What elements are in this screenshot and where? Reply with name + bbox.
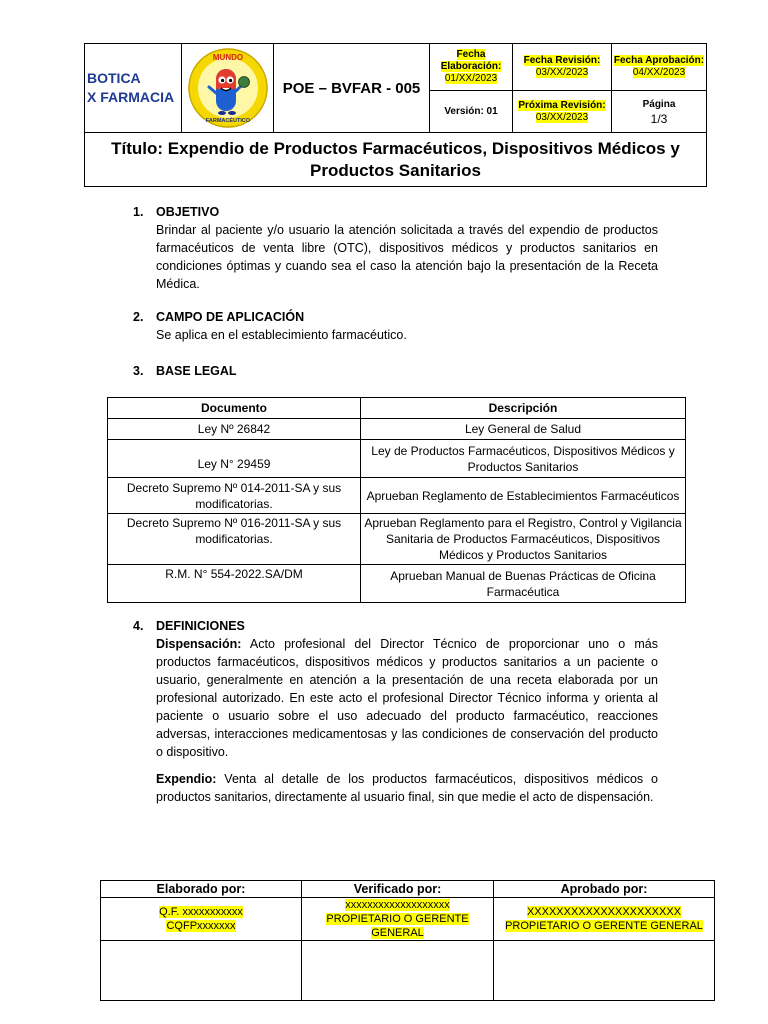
column-header-descripcion: Descripción [361, 398, 686, 419]
section-number: 1. [133, 205, 144, 219]
section-heading: OBJETIVO [156, 205, 220, 219]
title-line-1: Título: Expendio de Productos Farmacéuticos, Dispositivos Médicos y [111, 138, 680, 158]
verificado-signature-area [302, 941, 494, 1001]
company-name [85, 44, 182, 133]
document-header [84, 43, 707, 187]
version-label: Versión: 01 [444, 105, 498, 117]
descripcion-cell: Ley General de Salud [361, 419, 686, 440]
logo-cell [182, 44, 274, 133]
verificado-label: Verificado por: [302, 881, 494, 898]
proxima-revision-cell [513, 91, 612, 133]
section-number: 3. [133, 364, 144, 378]
aprobado-signature-area [494, 941, 715, 1001]
proxima-revision-label: Próxima Revisión: [518, 99, 606, 111]
fecha-revision-label: Fecha Revisión: [523, 55, 601, 66]
company-line-1: BOTICA [87, 70, 141, 86]
descripcion-cell: Aprueban Manual de Buenas Prácticas de Oficina Farmacéutica [361, 565, 686, 603]
table-row [108, 514, 686, 565]
descripcion-cell: Aprueban Reglamento de Establecimientos Farmacéuticos [361, 478, 686, 514]
section-text: Brindar al paciente y/o usuario la atención solicitada a través del expendio de productos farmacéuticos de venta libre (OTC), dispositivos médicos y productos sanitarios en condiciones óptimas y cuando sea el caso la atención bajo la presentación de la Receta Médica. [156, 223, 658, 291]
fecha-aprobacion-cell [612, 44, 707, 91]
verificado-name: xxxxxxxxxxxxxxxxxxx [345, 899, 450, 911]
mundo-farmaceutico-logo [187, 47, 269, 129]
company-line-2: X FARMACIA [87, 89, 175, 105]
verificado-role: PROPIETARIO O GERENTE GENERAL [326, 913, 469, 939]
aprobado-name: XXXXXXXXXXXXXXXXXXXXX [526, 906, 682, 918]
section-campo-aplicacion [133, 308, 658, 344]
documento-cell: Ley N° 29459 [108, 440, 361, 478]
elaborado-cell [101, 898, 302, 941]
definition-term: Expendio: [156, 772, 217, 786]
definition-text: Acto profesional del Director Técnico de proporcionar uno o más productos farmacéuticos, dispositivos médicos y productos sanitarios a un paciente o usuario, generalmente en atención a la presentación de una receta elaborada por un profesional autorizado. En este acto el profesional Director Técnico informa y orienta al paciente o usuario sobre el uso adecuado del producto farmacéutico, reacciones adversas, interacciones medicamentosas y las condiciones de conservación del producto o dispositivo. [156, 637, 658, 759]
definition-term: Dispensación: [156, 637, 242, 651]
elaborado-name: Q.F. xxxxxxxxxxx [159, 906, 243, 918]
section-heading: CAMPO DE APLICACIÓN [156, 310, 305, 324]
elaborado-signature-area [101, 941, 302, 1001]
logo-bottom-text: FARMACÉUTICO [205, 118, 250, 124]
aprobado-cell [494, 898, 715, 941]
signature-table [100, 880, 715, 1001]
document-code: POE – BVFAR - 005 [274, 44, 430, 133]
elaborado-id: CQFPxxxxxxx [166, 920, 236, 932]
fecha-revision-cell [513, 44, 612, 91]
table-row [108, 440, 686, 478]
proxima-revision-value: 03/XX/2023 [535, 111, 589, 123]
document-title [85, 133, 707, 187]
fecha-revision-value: 03/XX/2023 [535, 67, 589, 78]
section-text: Se aplica en el establecimiento farmacéutico. [156, 328, 407, 342]
definition-dispensacion [156, 635, 658, 761]
section-heading: BASE LEGAL [156, 364, 237, 378]
pagina-cell [612, 91, 707, 133]
documento-cell: Ley Nº 26842 [108, 419, 361, 440]
section-heading: DEFINICIONES [156, 619, 245, 633]
section-base-legal [133, 362, 658, 380]
verificado-cell [302, 898, 494, 941]
title-line-2: Productos Sanitarios [310, 160, 481, 180]
aprobado-label: Aprobado por: [494, 881, 715, 898]
pagina-value: 1/3 [650, 111, 668, 126]
base-legal-table [107, 397, 686, 603]
fecha-elaboracion-label: Fecha Elaboración: [440, 49, 502, 72]
section-number: 2. [133, 310, 144, 324]
documento-cell: Decreto Supremo Nº 016-2011-SA y sus modificatorias. [108, 514, 361, 565]
section-definiciones [133, 617, 658, 806]
section-objetivo [133, 203, 658, 293]
pagina-label: Página [642, 98, 676, 110]
definition-expendio [156, 770, 658, 806]
fecha-elaboracion-value: 01/XX/2023 [444, 73, 498, 84]
aprobado-role: PROPIETARIO O GERENTE GENERAL [505, 920, 703, 932]
table-row [108, 565, 686, 603]
descripcion-cell: Aprueban Reglamento para el Registro, Control y Vigilancia Sanitaria de Productos Farmacéuticos, Dispositivos Médicos y Productos Sanitarios [361, 514, 686, 565]
definition-text: Venta al detalle de los productos farmacéuticos, dispositivos médicos o productos sanitarios, directamente al usuario final, sin que medie el acto de dispensación. [156, 772, 658, 804]
documento-cell: R.M. N° 554-2022.SA/DM [108, 565, 361, 603]
version-cell [430, 91, 513, 133]
fecha-aprobacion-label: Fecha Aprobación: [613, 55, 705, 66]
table-row [108, 478, 686, 514]
logo-top-text: MUNDO [212, 53, 243, 62]
documento-cell: Decreto Supremo Nº 014-2011-SA y sus modificatorias. [108, 478, 361, 514]
column-header-documento: Documento [108, 398, 361, 419]
section-number: 4. [133, 619, 144, 633]
descripcion-cell: Ley de Productos Farmacéuticos, Dispositivos Médicos y Productos Sanitarios [361, 440, 686, 478]
fecha-aprobacion-value: 04/XX/2023 [632, 67, 686, 78]
table-row [108, 419, 686, 440]
elaborado-label: Elaborado por: [101, 881, 302, 898]
fecha-elaboracion-cell [430, 44, 513, 91]
